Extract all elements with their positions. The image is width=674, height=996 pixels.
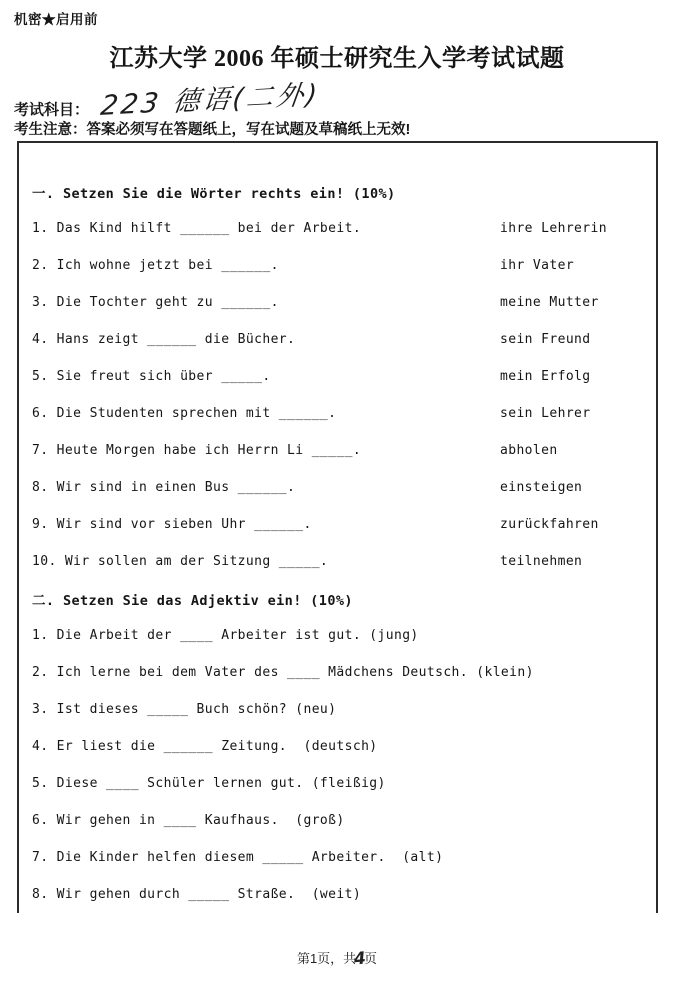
subject-line xyxy=(14,79,322,122)
question-text: 4. Er liest die ______ Zeitung. (deutsch) xyxy=(32,739,378,754)
question-row xyxy=(32,395,656,432)
question-text: 5. Sie freut sich über _____. xyxy=(32,369,271,384)
cue-word: ihr Vater xyxy=(500,258,575,273)
subject-value-handwritten: 223 德语(二外) xyxy=(98,79,322,122)
question-text: 5. Diese ____ Schüler lernen gut. (fleißig) xyxy=(32,776,386,791)
cue-word: ihre Lehrerin xyxy=(500,221,607,236)
question-text: 2. Ich lerne bei dem Vater des ____ Mädchens Deutsch. (klein) xyxy=(32,665,534,680)
question-row xyxy=(32,876,656,913)
question-row xyxy=(32,802,656,839)
question-row xyxy=(32,506,656,543)
cue-word: sein Freund xyxy=(500,332,591,347)
question-row xyxy=(32,469,656,506)
question-text: 6. Die Studenten sprechen mit ______. xyxy=(32,406,337,421)
question-row xyxy=(32,617,656,654)
question-text: 4. Hans zeigt ______ die Bücher. xyxy=(32,332,296,347)
question-row xyxy=(32,839,656,876)
question-row xyxy=(32,358,656,395)
cue-word: mein Erfolg xyxy=(500,369,591,384)
cue-word: zurückfahren xyxy=(500,517,599,532)
classification-label: 机密★启用前 xyxy=(14,12,98,27)
question-text: 8. Wir sind in einen Bus ______. xyxy=(32,480,296,495)
notice-line xyxy=(14,118,410,139)
cue-word: meine Mutter xyxy=(500,295,599,310)
footer-total-pages-handwritten: 4 xyxy=(353,948,368,970)
section-2-heading: 二. Setzen Sie das Adjektiv ein! (10%) xyxy=(32,592,353,609)
notice-text: 答案必须写在答题纸上，写在试题及草稿纸上无效! xyxy=(86,122,411,138)
question-text: 6. Wir gehen in ____ Kaufhaus. (groß) xyxy=(32,813,345,828)
question-text: 8. Wir gehen durch _____ Straße. (weit) xyxy=(32,887,362,902)
question-row xyxy=(32,728,656,765)
question-row xyxy=(32,654,656,691)
question-row xyxy=(32,691,656,728)
question-box xyxy=(17,141,658,913)
question-row xyxy=(32,543,656,580)
question-text: 9. Wir sind vor sieben Uhr ______. xyxy=(32,517,312,532)
cue-word: abholen xyxy=(500,443,558,458)
question-text: 1. Das Kind hilft ______ bei der Arbeit. xyxy=(32,221,362,236)
question-row xyxy=(32,432,656,469)
page-footer xyxy=(0,948,674,968)
cue-word: teilnehmen xyxy=(500,554,583,569)
question-text: 7. Heute Morgen habe ich Herrn Li _____. xyxy=(32,443,362,458)
question-text: 3. Die Tochter geht zu ______. xyxy=(32,295,279,310)
section-1-heading: 一. Setzen Sie die Wörter rechts ein! (10%) xyxy=(32,185,396,202)
question-text: 7. Die Kinder helfen diesem _____ Arbeiter. (alt) xyxy=(32,850,444,865)
cue-word: einsteigen xyxy=(500,480,583,495)
question-text: 10. Wir sollen am der Sitzung _____. xyxy=(32,554,329,569)
footer-page-suffix: 页 xyxy=(364,951,378,966)
footer-page-prefix: 第1页，共 xyxy=(296,951,357,966)
page-title: 江苏大学 2006 年硕士研究生入学考试试题 xyxy=(109,46,565,72)
question-row xyxy=(32,210,656,247)
question-text: 3. Ist dieses _____ Buch schön? (neu) xyxy=(32,702,337,717)
notice-label: 考生注意： xyxy=(14,122,87,138)
question-row xyxy=(32,247,656,284)
question-text: 2. Ich wohne jetzt bei ______. xyxy=(32,258,279,273)
question-row xyxy=(32,284,656,321)
question-text: 1. Die Arbeit der ____ Arbeiter ist gut. (jung) xyxy=(32,628,419,643)
cue-word: sein Lehrer xyxy=(500,406,591,421)
question-row xyxy=(32,765,656,802)
subject-label: 考试科目： xyxy=(14,101,90,119)
question-row xyxy=(32,321,656,358)
